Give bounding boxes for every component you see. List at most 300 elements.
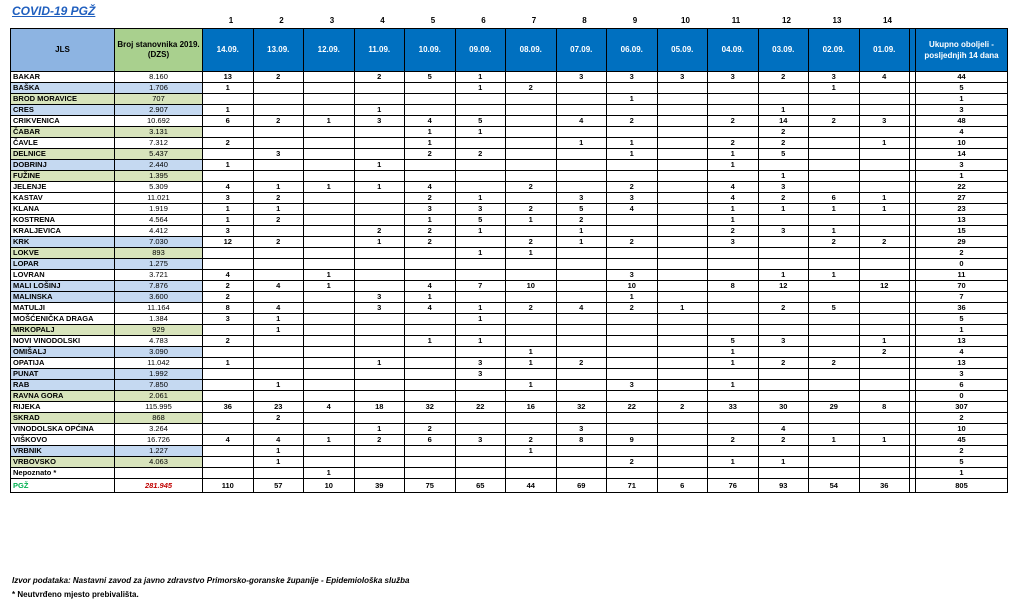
row-value <box>405 248 456 259</box>
row-value <box>506 72 557 83</box>
row-value <box>556 171 607 182</box>
row-value: 2 <box>859 237 910 248</box>
table-row <box>11 358 1008 369</box>
row-value <box>556 380 607 391</box>
row-value: 1 <box>253 204 304 215</box>
row-value: 2 <box>556 215 607 226</box>
table-row <box>11 468 1008 479</box>
header-date: 02.09. <box>809 29 860 72</box>
row-value <box>506 127 557 138</box>
row-value <box>506 105 557 116</box>
row-value <box>354 171 405 182</box>
row-value: 2 <box>758 72 809 83</box>
row-value <box>758 215 809 226</box>
row-value <box>657 314 708 325</box>
row-population: 8.160 <box>115 72 203 83</box>
row-value <box>809 424 860 435</box>
row-value <box>708 171 759 182</box>
row-value <box>354 270 405 281</box>
row-value <box>253 369 304 380</box>
row-value <box>708 292 759 303</box>
row-value <box>354 215 405 226</box>
row-value: 1 <box>708 380 759 391</box>
row-value: 1 <box>506 248 557 259</box>
sum-value: 65 <box>455 479 506 493</box>
row-value <box>405 380 456 391</box>
row-value <box>253 138 304 149</box>
row-value: 1 <box>556 138 607 149</box>
sum-label: PGŽ <box>11 479 115 493</box>
row-total: 1 <box>916 94 1008 105</box>
row-value: 3 <box>607 72 658 83</box>
sum-value: 6 <box>657 479 708 493</box>
row-value: 1 <box>708 149 759 160</box>
page-title: COVID-19 PGŽ <box>12 4 96 18</box>
row-value: 1 <box>809 226 860 237</box>
header-date: 07.09. <box>556 29 607 72</box>
row-value <box>859 182 910 193</box>
row-value: 1 <box>708 457 759 468</box>
row-value <box>354 94 405 105</box>
table-row <box>11 457 1008 468</box>
row-jls: BAŠKA <box>11 83 115 94</box>
row-total: 11 <box>916 270 1008 281</box>
row-value <box>354 204 405 215</box>
row-value: 12 <box>758 281 809 292</box>
row-value <box>203 369 254 380</box>
row-value: 1 <box>607 94 658 105</box>
row-value <box>556 369 607 380</box>
row-value <box>203 127 254 138</box>
row-value: 3 <box>455 369 506 380</box>
row-value <box>203 457 254 468</box>
sum-value: 57 <box>253 479 304 493</box>
row-value <box>708 413 759 424</box>
row-value <box>758 391 809 402</box>
row-value <box>506 369 557 380</box>
row-value <box>758 446 809 457</box>
row-value: 32 <box>556 402 607 413</box>
row-value <box>354 138 405 149</box>
row-value <box>354 380 405 391</box>
row-value: 1 <box>455 226 506 237</box>
row-value <box>758 83 809 94</box>
row-total: 44 <box>916 72 1008 83</box>
row-value: 2 <box>405 226 456 237</box>
table-row <box>11 105 1008 116</box>
row-value: 2 <box>758 127 809 138</box>
row-value: 32 <box>405 402 456 413</box>
row-value: 2 <box>253 237 304 248</box>
row-population: 10.692 <box>115 116 203 127</box>
column-number: 12 <box>782 16 791 25</box>
row-value: 8 <box>859 402 910 413</box>
table-row <box>11 182 1008 193</box>
row-value <box>253 127 304 138</box>
row-value: 4 <box>708 193 759 204</box>
column-number: 14 <box>883 16 892 25</box>
row-value: 1 <box>354 105 405 116</box>
row-total: 3 <box>916 369 1008 380</box>
row-value <box>304 94 355 105</box>
row-value: 2 <box>405 149 456 160</box>
row-value: 1 <box>354 424 405 435</box>
row-value: 2 <box>506 204 557 215</box>
row-value: 29 <box>809 402 860 413</box>
header-date: 03.09. <box>758 29 809 72</box>
row-value: 1 <box>455 314 506 325</box>
row-total: 4 <box>916 127 1008 138</box>
row-value <box>657 160 708 171</box>
row-value <box>556 281 607 292</box>
row-value <box>304 303 355 314</box>
row-total: 15 <box>916 226 1008 237</box>
row-jls: ČABAR <box>11 127 115 138</box>
row-value <box>809 160 860 171</box>
row-value <box>708 83 759 94</box>
row-value <box>859 149 910 160</box>
row-jls: OMIŠALJ <box>11 347 115 358</box>
header-date: 04.09. <box>708 29 759 72</box>
row-value <box>657 446 708 457</box>
table-row <box>11 413 1008 424</box>
row-value: 2 <box>708 116 759 127</box>
row-value: 1 <box>455 303 506 314</box>
row-population: 1.227 <box>115 446 203 457</box>
row-value <box>758 160 809 171</box>
row-value <box>809 380 860 391</box>
row-value: 3 <box>657 72 708 83</box>
row-value <box>253 160 304 171</box>
row-population: 2.907 <box>115 105 203 116</box>
row-population: 1.919 <box>115 204 203 215</box>
row-population: 7.876 <box>115 281 203 292</box>
row-total: 45 <box>916 435 1008 446</box>
row-jls: LOVRAN <box>11 270 115 281</box>
column-number: 1 <box>228 16 234 25</box>
row-value: 1 <box>253 380 304 391</box>
row-value <box>657 380 708 391</box>
row-value <box>304 347 355 358</box>
row-value <box>304 369 355 380</box>
row-value <box>809 347 860 358</box>
table-row <box>11 369 1008 380</box>
row-value <box>253 226 304 237</box>
header-date: 11.09. <box>354 29 405 72</box>
row-value <box>506 270 557 281</box>
row-value <box>455 457 506 468</box>
row-value: 2 <box>607 116 658 127</box>
row-value <box>657 116 708 127</box>
row-value <box>203 94 254 105</box>
row-jls: VIŠKOVO <box>11 435 115 446</box>
row-value <box>607 369 658 380</box>
row-value <box>304 446 355 457</box>
row-value: 3 <box>758 226 809 237</box>
row-value: 8 <box>556 435 607 446</box>
row-value <box>253 424 304 435</box>
sum-row <box>11 479 1008 493</box>
row-value <box>859 160 910 171</box>
row-value: 1 <box>203 83 254 94</box>
table-row <box>11 292 1008 303</box>
row-value: 1 <box>607 138 658 149</box>
row-total: 13 <box>916 336 1008 347</box>
row-total: 3 <box>916 105 1008 116</box>
row-total: 70 <box>916 281 1008 292</box>
row-value: 1 <box>354 358 405 369</box>
row-value <box>607 347 658 358</box>
row-value <box>253 171 304 182</box>
row-value <box>657 281 708 292</box>
table-row <box>11 303 1008 314</box>
row-value <box>708 105 759 116</box>
row-value <box>506 116 557 127</box>
row-value <box>657 204 708 215</box>
row-value <box>859 270 910 281</box>
row-value: 3 <box>556 424 607 435</box>
row-total: 7 <box>916 292 1008 303</box>
row-value <box>203 391 254 402</box>
row-total: 10 <box>916 424 1008 435</box>
row-value: 2 <box>253 116 304 127</box>
table-row <box>11 127 1008 138</box>
row-population: 11.042 <box>115 358 203 369</box>
row-value: 2 <box>506 237 557 248</box>
table-row <box>11 72 1008 83</box>
row-total: 0 <box>916 391 1008 402</box>
table-row <box>11 380 1008 391</box>
row-value <box>657 193 708 204</box>
row-population: 7.850 <box>115 380 203 391</box>
row-value: 4 <box>253 281 304 292</box>
row-value: 5 <box>556 204 607 215</box>
row-value: 18 <box>354 402 405 413</box>
row-value <box>859 413 910 424</box>
row-value <box>203 424 254 435</box>
row-value: 1 <box>203 160 254 171</box>
row-value <box>506 314 557 325</box>
row-value: 10 <box>506 281 557 292</box>
row-value: 1 <box>506 215 557 226</box>
row-total: 2 <box>916 248 1008 259</box>
row-value: 1 <box>708 204 759 215</box>
table-row <box>11 281 1008 292</box>
row-value: 3 <box>607 270 658 281</box>
row-value <box>506 424 557 435</box>
row-jls: OPATIJA <box>11 358 115 369</box>
row-value <box>304 204 355 215</box>
table-row <box>11 94 1008 105</box>
row-value <box>405 468 456 479</box>
row-value <box>203 171 254 182</box>
row-value <box>607 424 658 435</box>
header-total: Ukupno oboljeli - posljednjih 14 dana <box>916 29 1008 72</box>
sum-value: 110 <box>203 479 254 493</box>
row-value <box>607 215 658 226</box>
row-value <box>455 391 506 402</box>
row-value <box>607 105 658 116</box>
row-value: 1 <box>708 347 759 358</box>
row-value <box>859 314 910 325</box>
row-value: 2 <box>758 358 809 369</box>
header-date: 08.09. <box>506 29 557 72</box>
row-jls: DOBRINJ <box>11 160 115 171</box>
row-value: 6 <box>203 116 254 127</box>
row-value <box>455 468 506 479</box>
row-value <box>607 413 658 424</box>
row-value <box>708 259 759 270</box>
row-value <box>506 391 557 402</box>
row-value: 1 <box>253 314 304 325</box>
row-population: 11.021 <box>115 193 203 204</box>
row-value <box>657 336 708 347</box>
row-value <box>607 468 658 479</box>
row-population: 707 <box>115 94 203 105</box>
row-value: 5 <box>455 116 506 127</box>
table-row <box>11 270 1008 281</box>
row-value <box>708 369 759 380</box>
row-value <box>556 391 607 402</box>
row-value <box>455 380 506 391</box>
row-value: 3 <box>203 226 254 237</box>
row-value <box>506 149 557 160</box>
row-value <box>304 424 355 435</box>
row-value: 2 <box>607 457 658 468</box>
row-total: 5 <box>916 83 1008 94</box>
row-value: 1 <box>455 83 506 94</box>
row-value: 4 <box>304 402 355 413</box>
row-value: 2 <box>758 435 809 446</box>
row-population: 5.309 <box>115 182 203 193</box>
row-value: 1 <box>304 281 355 292</box>
table-row <box>11 248 1008 259</box>
row-value: 2 <box>657 402 708 413</box>
row-value <box>455 138 506 149</box>
sum-value: 93 <box>758 479 809 493</box>
row-population: 3.264 <box>115 424 203 435</box>
row-value: 2 <box>607 182 658 193</box>
row-value: 2 <box>253 413 304 424</box>
row-value <box>253 270 304 281</box>
table-row <box>11 171 1008 182</box>
row-value: 1 <box>455 72 506 83</box>
row-value <box>607 259 658 270</box>
row-value: 2 <box>405 193 456 204</box>
row-value: 1 <box>809 270 860 281</box>
row-value <box>657 149 708 160</box>
row-value <box>405 358 456 369</box>
row-value <box>859 292 910 303</box>
row-value: 2 <box>758 193 809 204</box>
row-value: 1 <box>405 127 456 138</box>
row-value <box>354 149 405 160</box>
row-value <box>657 105 708 116</box>
table-row <box>11 424 1008 435</box>
row-value: 4 <box>708 182 759 193</box>
row-value: 2 <box>708 435 759 446</box>
row-population: 7.312 <box>115 138 203 149</box>
row-value: 4 <box>253 435 304 446</box>
row-value <box>657 292 708 303</box>
row-value: 13 <box>203 72 254 83</box>
row-value: 3 <box>354 303 405 314</box>
row-value <box>556 259 607 270</box>
row-jls: VRBNIK <box>11 446 115 457</box>
table-row <box>11 259 1008 270</box>
row-value <box>657 347 708 358</box>
sum-value: 71 <box>607 479 658 493</box>
row-value <box>708 248 759 259</box>
row-value <box>405 171 456 182</box>
row-value: 2 <box>607 303 658 314</box>
row-value: 1 <box>556 237 607 248</box>
row-value <box>859 105 910 116</box>
row-value <box>758 259 809 270</box>
row-value <box>455 237 506 248</box>
row-value <box>506 94 557 105</box>
table-row <box>11 160 1008 171</box>
row-value <box>203 446 254 457</box>
row-population: 4.783 <box>115 336 203 347</box>
row-value <box>657 468 708 479</box>
sum-value: 44 <box>506 479 557 493</box>
row-total: 0 <box>916 259 1008 270</box>
row-value: 2 <box>556 358 607 369</box>
row-value <box>455 94 506 105</box>
header-date: 12.09. <box>304 29 355 72</box>
row-value: 1 <box>203 215 254 226</box>
row-jls: SKRAD <box>11 413 115 424</box>
row-value: 2 <box>809 237 860 248</box>
row-value <box>455 160 506 171</box>
row-jls: RAVNA GORA <box>11 391 115 402</box>
row-value: 1 <box>708 160 759 171</box>
row-value <box>657 457 708 468</box>
row-value <box>859 215 910 226</box>
row-value <box>809 336 860 347</box>
row-value <box>607 127 658 138</box>
row-value: 1 <box>354 182 405 193</box>
row-jls: FUŽINE <box>11 171 115 182</box>
row-value: 16 <box>506 402 557 413</box>
row-value: 1 <box>859 435 910 446</box>
row-population: 2.061 <box>115 391 203 402</box>
row-value <box>506 413 557 424</box>
row-value <box>758 292 809 303</box>
row-jls: CRES <box>11 105 115 116</box>
row-value <box>657 325 708 336</box>
header-population: Broj stanovnika 2019. (DZS) <box>115 29 203 72</box>
row-value: 1 <box>455 127 506 138</box>
row-value: 2 <box>506 303 557 314</box>
column-number: 2 <box>279 16 284 25</box>
row-value <box>354 457 405 468</box>
row-value <box>758 413 809 424</box>
row-value: 3 <box>607 380 658 391</box>
row-jls: DELNICE <box>11 149 115 160</box>
row-value <box>455 424 506 435</box>
row-value <box>304 259 355 270</box>
row-value <box>304 380 355 391</box>
row-value <box>405 105 456 116</box>
row-value <box>354 127 405 138</box>
row-value <box>506 292 557 303</box>
row-value <box>657 413 708 424</box>
row-value: 1 <box>859 336 910 347</box>
row-value: 1 <box>758 270 809 281</box>
row-value <box>758 369 809 380</box>
